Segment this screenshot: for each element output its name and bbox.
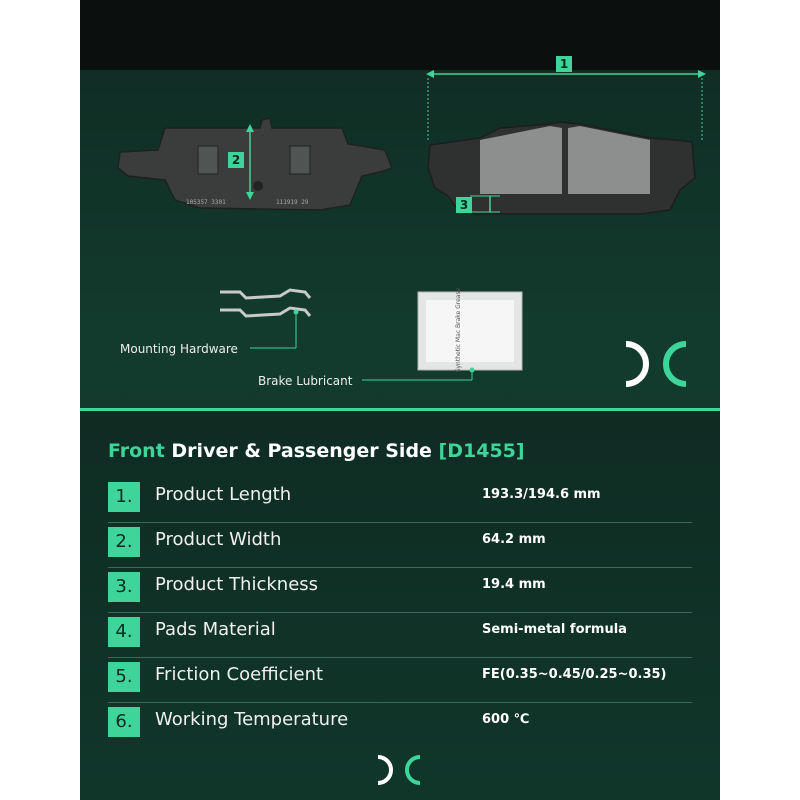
spec-label: Product Thickness xyxy=(155,574,319,595)
spec-value: FE(0.35~0.45/0.25~0.35) xyxy=(482,667,667,682)
thickness-marker-badge: 3 xyxy=(456,197,472,213)
spec-number: 4. xyxy=(108,617,140,647)
spec-label: Working Temperature xyxy=(155,709,349,730)
spec-number: 6. xyxy=(108,707,140,737)
width-marker-badge: 2 xyxy=(228,152,244,168)
spec-value: 193.3/194.6 mm xyxy=(482,487,601,502)
svg-text:Synthetic Mac Brake Grease: Synthetic Mac Brake Grease xyxy=(455,287,462,373)
spec-value: 64.2 mm xyxy=(482,532,546,547)
brake-lubricant-label: Brake Lubricant xyxy=(258,374,353,388)
spec-number: 3. xyxy=(108,572,140,602)
spec-value: 600 ℃ xyxy=(482,712,530,727)
spec-label: Product Width xyxy=(155,529,282,550)
spec-number: 2. xyxy=(108,527,140,557)
length-marker-badge: 1 xyxy=(556,56,572,72)
spec-number: 1. xyxy=(108,482,140,512)
spec-label: Pads Material xyxy=(155,619,276,640)
heading-front: Front xyxy=(108,440,165,462)
svg-text:105357 3301: 105357 3301 xyxy=(186,199,226,206)
product-panel xyxy=(80,0,720,800)
spec-number: 5. xyxy=(108,662,140,692)
spec-label: Friction Coefficient xyxy=(155,664,324,685)
brand-logo-small-icon xyxy=(80,0,720,800)
heading-rest: Driver & Passenger Side xyxy=(164,440,439,462)
heading-part-number: [D1455] xyxy=(438,440,525,462)
mounting-hardware-label: Mounting Hardware xyxy=(120,342,238,356)
spec-label: Product Length xyxy=(155,484,292,505)
spec-value: Semi-metal formula xyxy=(482,622,627,637)
svg-text:111919 29: 111919 29 xyxy=(276,199,309,206)
spec-value: 19.4 mm xyxy=(482,577,546,592)
